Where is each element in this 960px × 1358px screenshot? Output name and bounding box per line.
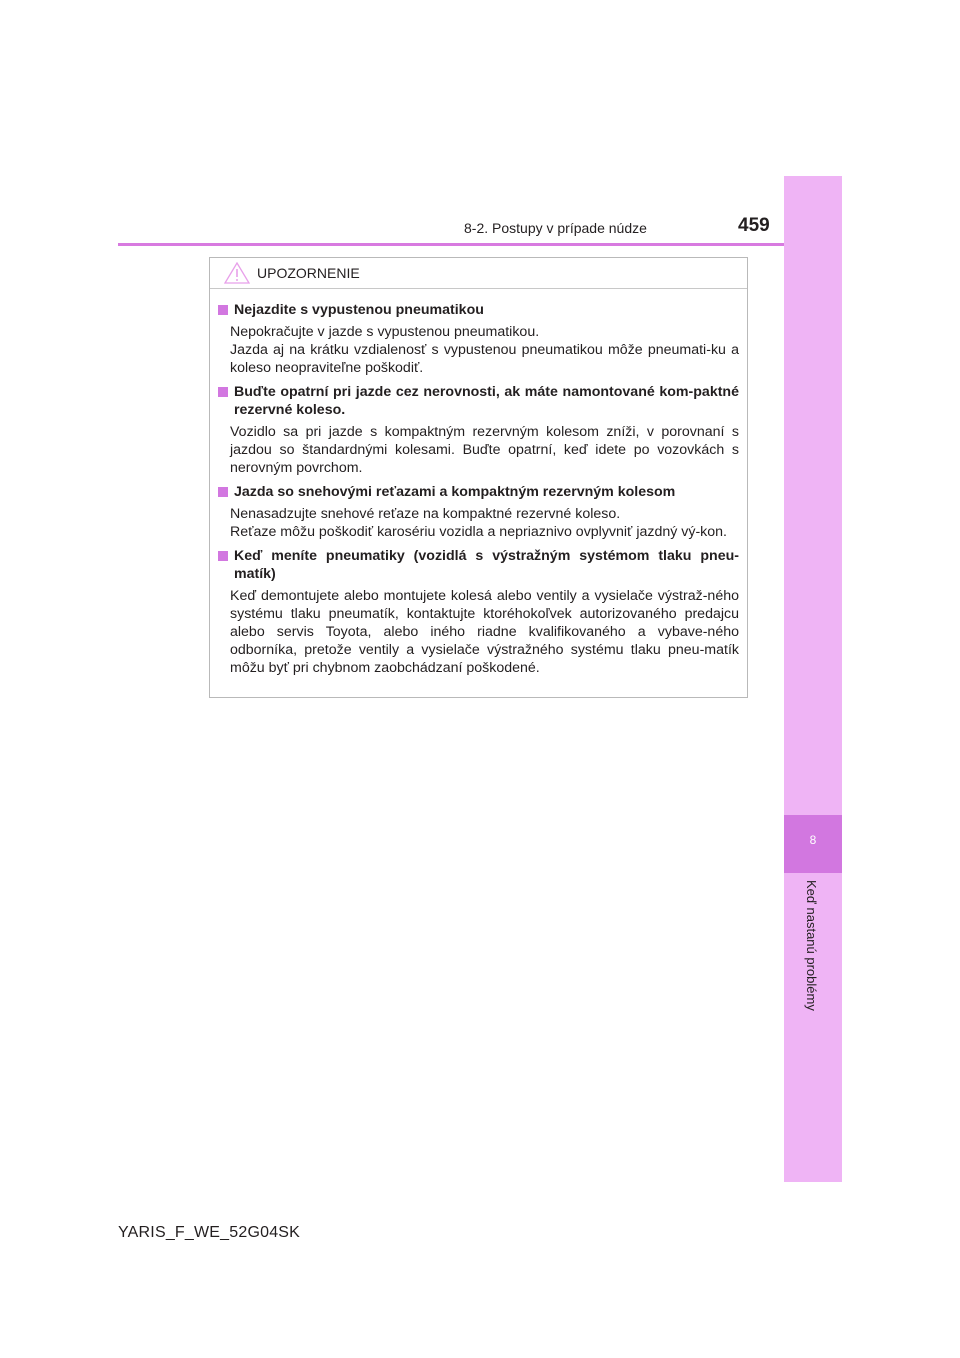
chapter-number: 8 [809, 833, 817, 847]
warning-item-title: Jazda so snehovými reťazami a kompaktným rezervným kolesom [234, 484, 676, 500]
square-bullet-icon [218, 387, 228, 397]
warning-title: UPOZORNENIE [257, 265, 360, 281]
section-title: 8-2. Postupy v prípade núdze [464, 220, 647, 236]
warning-triangle-icon [224, 262, 250, 289]
warning-item-text: Jazda aj na krátku vzdialenosť s vypustenou pneumatikou môže pneumati-ku a koleso neopraviteľne poškodiť. [230, 342, 739, 376]
header-divider [118, 243, 842, 246]
warning-item-text: Nenasadzujte snehové reťaze na kompaktné rezervné koleso. [230, 506, 621, 522]
chapter-side-tab[interactable] [784, 176, 842, 1182]
warning-item [218, 483, 739, 541]
document-code: YARIS_F_WE_52G04SK [118, 1224, 301, 1241]
square-bullet-icon [218, 551, 228, 561]
chapter-label: Keď nastanú problémy [804, 880, 819, 1011]
warning-item-text: Keď demontujete alebo montujete kolesá alebo ventily a vysielače výstraž-ného systému tlaku pneumatík, kontaktujte ktoréhokoľvek autorizovaného predajcu alebo servis Toyota, alebo iného riadne kvalifikovaného a vybave-ného odborníka, pretože ventily a vysielače výstražného systému tlaku pneu-matík môžu byť pri chybnom zaobchádzaní poškodené. [230, 588, 739, 676]
square-bullet-icon [218, 487, 228, 497]
warning-item [218, 301, 739, 377]
warning-body [210, 289, 747, 677]
warning-header [210, 258, 747, 289]
warning-item-title: Buďte opatrní pri jazde cez nerovnosti, ak máte namontované kom-paktné rezervné koleso. [234, 384, 739, 418]
warning-item [218, 383, 739, 477]
warning-item-text: Reťaze môžu poškodiť karosériu vozidla a nepriaznivo ovplyvniť jazdný vý-kon. [230, 524, 727, 540]
warning-item-title: Keď meníte pneumatiky (vozidlá s výstražným systémom tlaku pneu-matík) [234, 548, 739, 582]
warning-item [218, 547, 739, 677]
warning-item-text: Nepokračujte v jazde s vypustenou pneumatikou. [230, 324, 540, 340]
warning-item-text: Vozidlo sa pri jazde s kompaktným rezervným kolesom zníži, v porovnaní s jazdou so štandardnými kolesami. Buďte opatrní, keď idete po vozovkách s nerovným povrchom. [230, 424, 739, 476]
page-number: 459 [738, 215, 770, 236]
warning-box [209, 257, 748, 698]
square-bullet-icon [218, 305, 228, 315]
warning-item-title: Nejazdite s vypustenou pneumatikou [234, 302, 484, 318]
